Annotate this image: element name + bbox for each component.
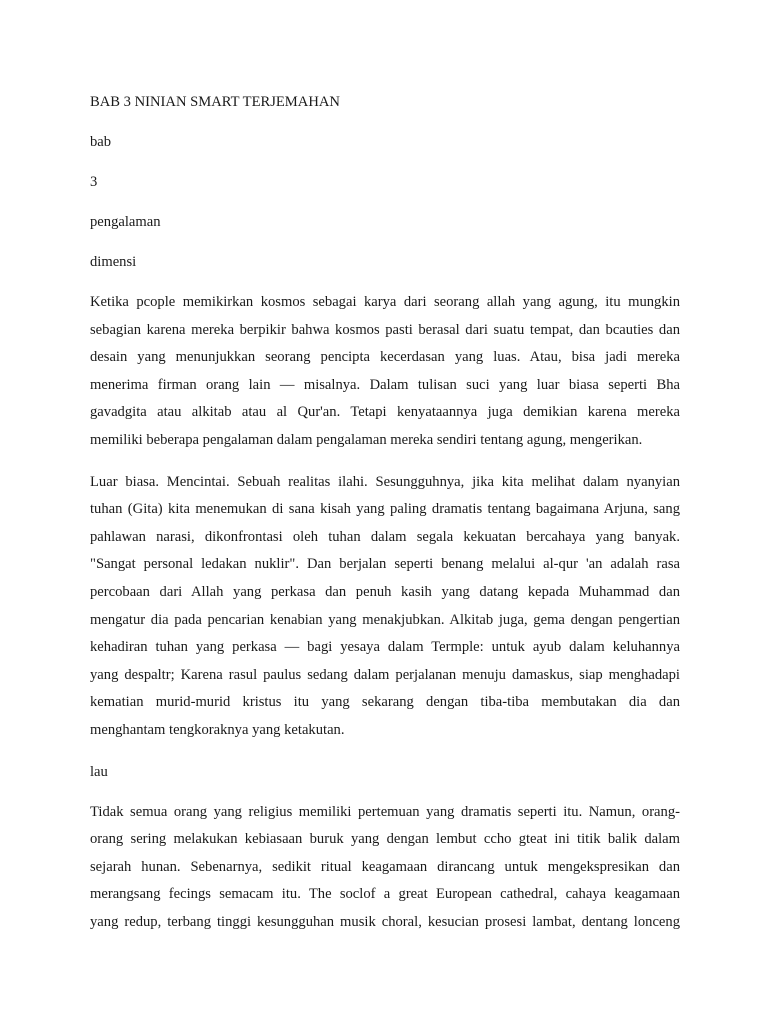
paragraph-line: Luar biasa. Mencintai. Sebuah realitas ilahi. Sesungguhnya, jika kita melihat dalam nyanyian xyxy=(90,473,680,490)
paragraph-line: memiliki beberapa pengalaman dalam pengalaman mereka sendiri tentang agung, mengerikan. xyxy=(90,431,643,448)
line-3: 3 xyxy=(90,174,98,190)
document-heading: BAB 3 NINIAN SMART TERJEMAHAN xyxy=(90,94,340,110)
line-bab: bab xyxy=(90,134,112,150)
paragraph-line: desain yang menunjukkan seorang pencipta kecerdasan yang luas. Atau, bisa jadi mereka xyxy=(90,349,680,366)
paragraph-line: menghantam tengkoraknya yang ketakutan. xyxy=(90,721,345,738)
paragraph-line: gavadgita atau alkitab atau al Qur'an. Tetapi kenyataannya juga demikian karena mereka xyxy=(90,404,680,421)
paragraph-line: Tidak semua orang yang religius memiliki pertemuan yang dramatis seperti itu. Namun, orang- xyxy=(90,803,680,820)
paragraph-2 xyxy=(90,469,680,745)
paragraph-line: merangsang fecings semacam itu. The soclof a great European cathedral, cahaya keagamaan xyxy=(90,886,680,903)
paragraph-line: mengatur dia pada pencarian kenabian yang menakjubkan. Alkitab juga, gema dengan pengertian xyxy=(90,611,680,628)
document-body xyxy=(90,89,680,950)
line-lau: lau xyxy=(90,763,108,780)
paragraph-line: Ketika pcople memikirkan kosmos sebagai karya dari seorang allah yang agung, itu mungkin xyxy=(90,294,680,310)
line-dimensi: dimensi xyxy=(90,254,137,270)
paragraph-line: sebagian karena mereka berpikir bahwa kosmos pasti berasal dari suatu tempat, dan bcauties dan xyxy=(90,321,680,338)
paragraph-line: pahlawan narasi, dikonfrontasi oleh tuhan dalam segala kekuatan bercahaya yang banyak. xyxy=(90,528,680,545)
paragraph-line: "Sangat personal ledakan nuklir". Dan berjalan seperti benang melalui al-qur 'an adalah rasa xyxy=(90,556,680,573)
paragraph-line: kematian murid-murid kristus itu yang sekarang dengan tiba-tiba membutakan dia dan xyxy=(90,694,680,711)
paragraph-line: menerima firman orang lain — misalnya. Dalam tulisan suci yang luar biasa seperti Bha xyxy=(90,376,680,393)
paragraph-line: kehadiran tuhan yang perkasa — bagi yesaya dalam Termple: untuk ayub dalam keluhannya xyxy=(90,639,680,656)
paragraph-line: yang despaltr; Karena rasul paulus sedang dalam perjalanan menuju damaskus, siap menghadapi xyxy=(90,666,680,683)
paragraph-line: percobaan dari Allah yang perkasa dan penuh kasih yang datang kepada Muhammad dan xyxy=(90,583,680,600)
paragraph-line: yang redup, terbang tinggi kesungguhan musik choral, kesucian prosesi lambat, dentang lonceng xyxy=(90,913,680,930)
paragraph-3 xyxy=(90,799,680,937)
paragraph-line: sejarah hunan. Sebenarnya, sedikit ritual keagamaan dirancang untuk mengekspresikan dan xyxy=(90,858,680,875)
line-pengalaman: pengalaman xyxy=(90,214,161,230)
paragraph-1 xyxy=(90,289,680,455)
paragraph-line: tuhan (Gita) kita menemukan di sana kisah yang paling dramatis tentang bagaimana Arjuna, sang xyxy=(90,501,680,518)
paragraph-line: orang sering melakukan kebiasaan buruk yang dengan lembut ccho gteat ini titik balik dalam xyxy=(90,831,680,848)
